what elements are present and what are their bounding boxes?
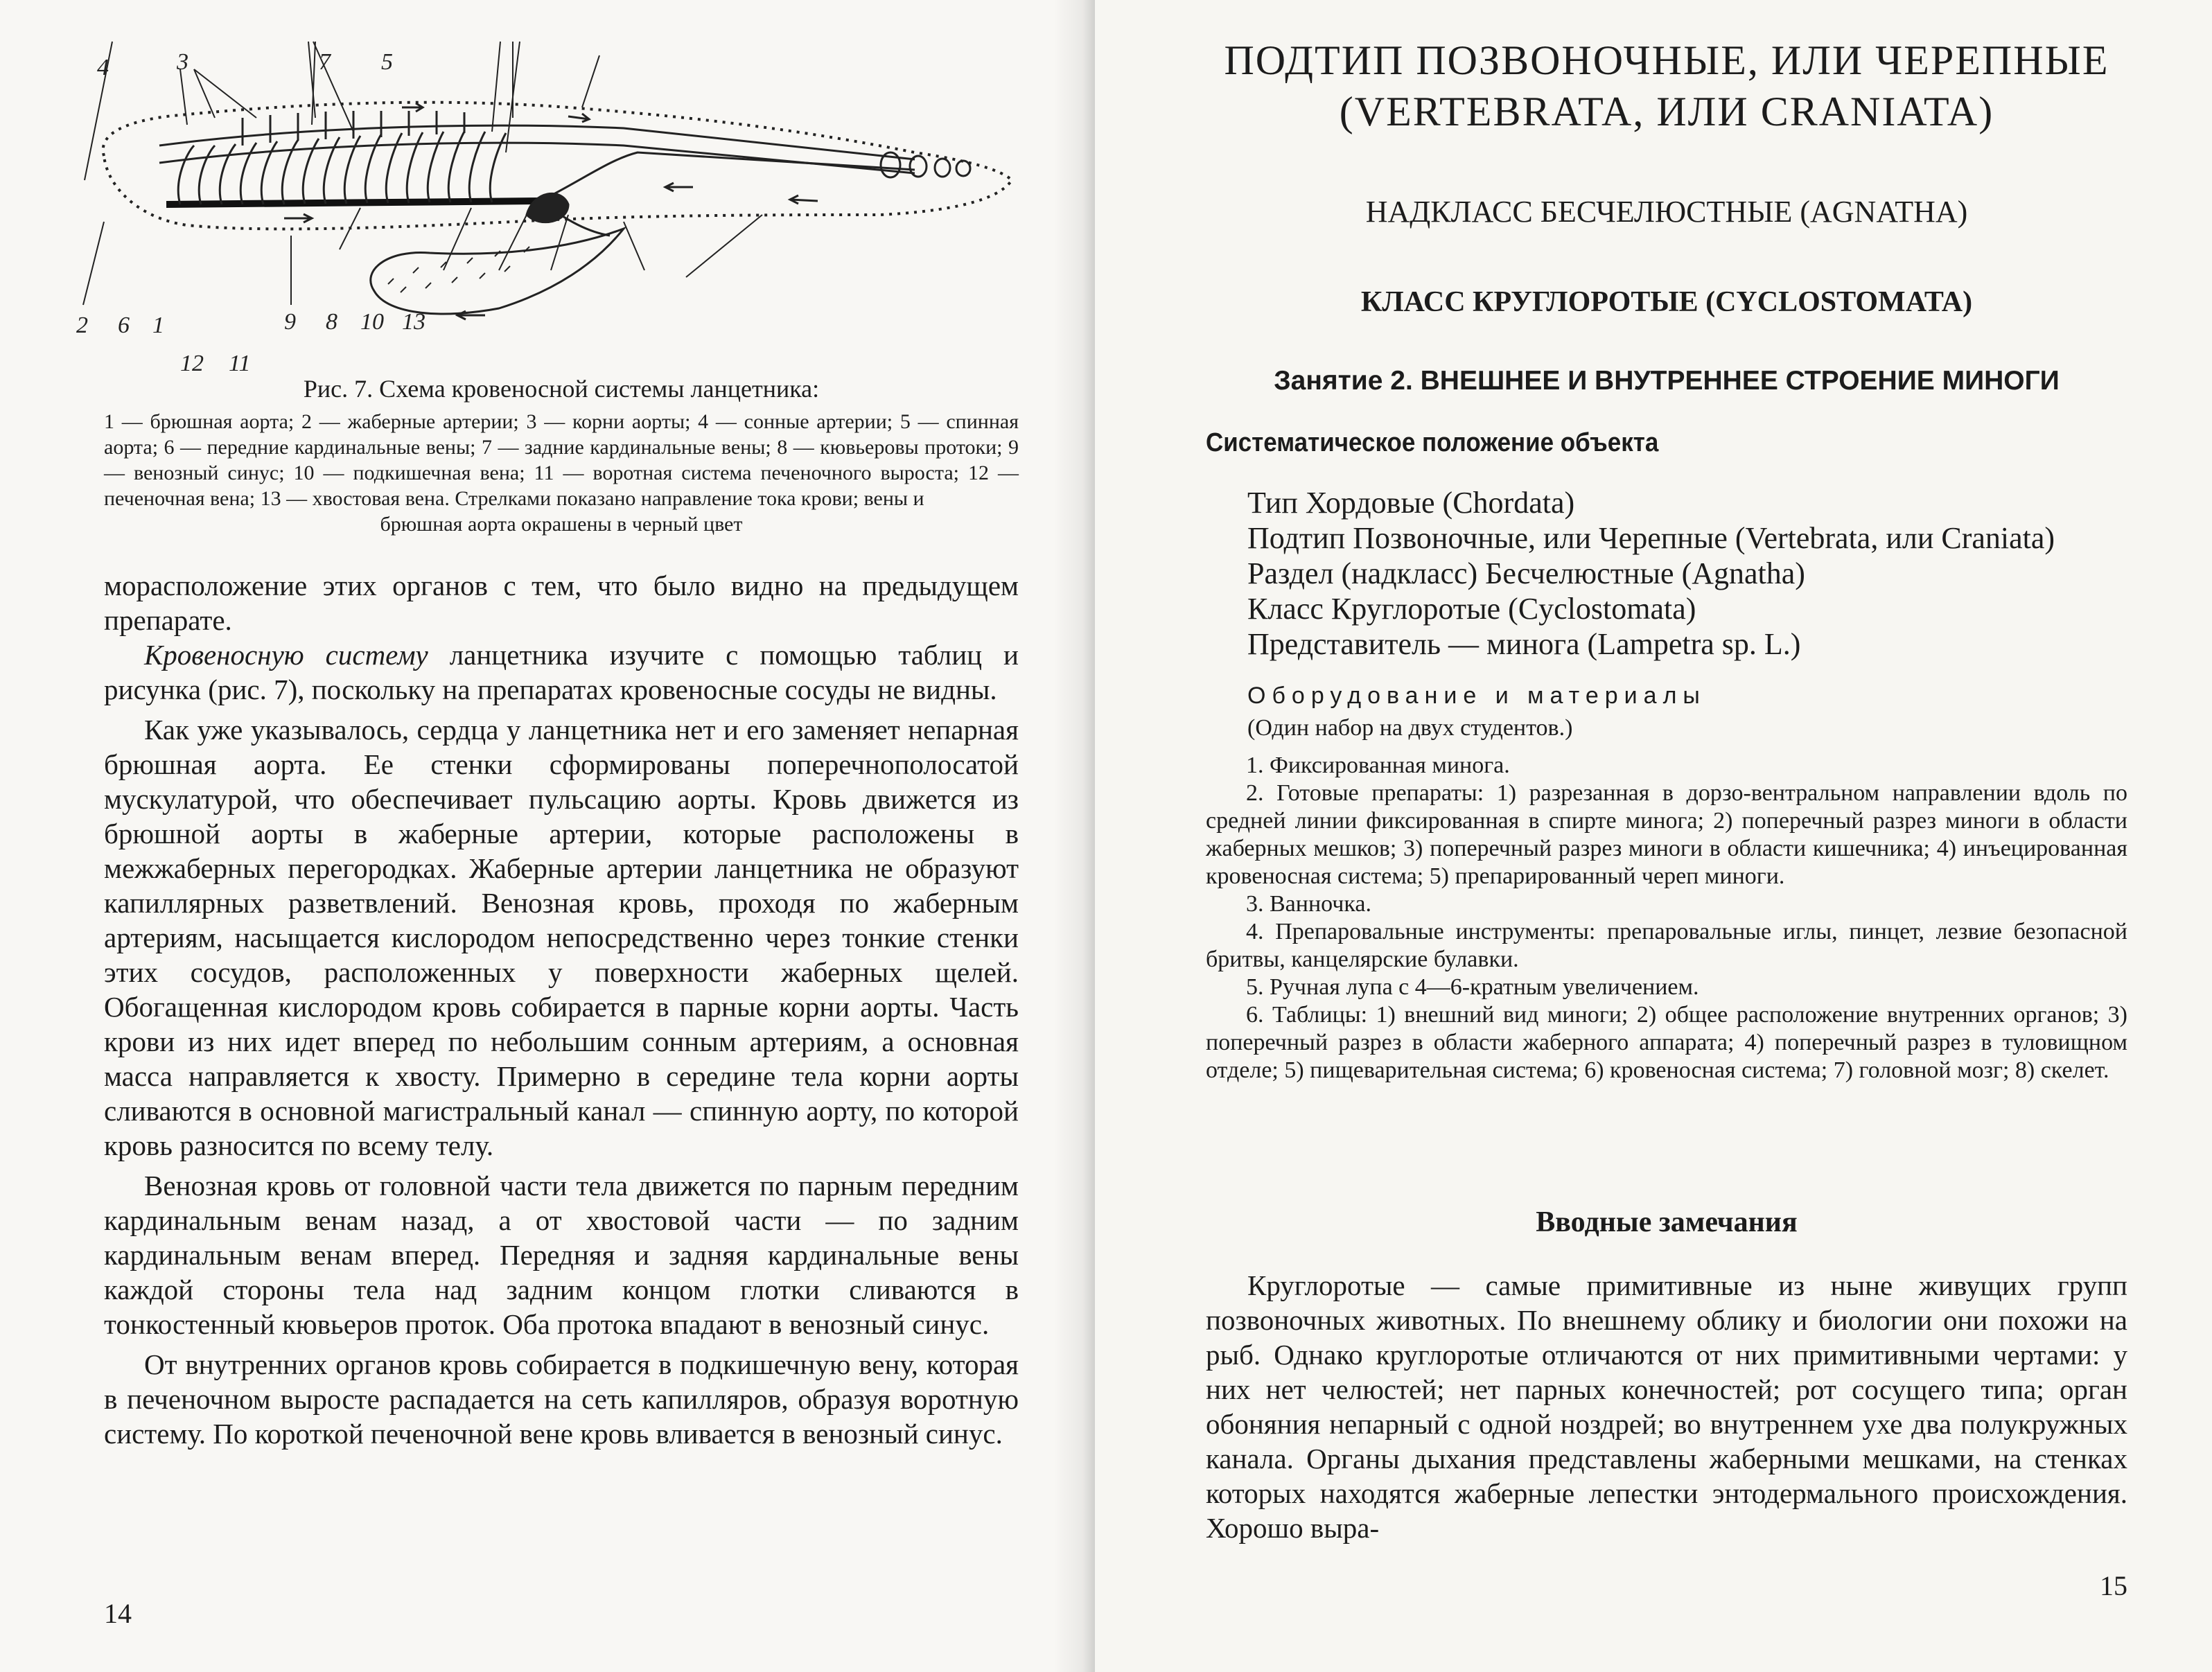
fig-label-5: 5 [381,49,393,75]
equipment-list [1206,752,2127,1084]
hepatic-caecum [371,229,624,314]
paragraph: От внутренних органов кровь собирается в подкишечную вену, которая в печеночном выросте распадается на сеть капилляров, образуя воротную систему. По короткой печеночной вене кровь вливается в венозный синус. [104,1348,1019,1450]
list-item: 6. Таблицы: 1) внешний вид миноги; 2) общее расположение внутренних органов; 3) поперечный разрез в области жаберного аппарата; 4) поперечный разрез в туловищном отделе; 5) пищеварительная система; 6) кровеносная система; 7) головной мозг; 8) скелет. [1206,1002,2127,1083]
page-number: 15 [2100,1570,2127,1601]
paragraph-text: ланцетника изучите с помощью таблиц и рисунка (рис. 7), поскольку на препаратах кровеносные сосуды не видны. [104,639,1019,705]
systematic-list [1247,485,2148,662]
fig-label-4: 4 [97,55,109,80]
paragraph: Как уже указывалось, сердца у ланцетника нет и его заменяет непарная брюшная аорта. Ее стенки сформированы поперечнополосатой мускулатурой, что обеспечивает пульсацию аорты. Кровь движется из брюшной аорты в жаберные артерии, которые расположены в межжаберных перегородках. Жаберные артерии ланцетника не образуют капиллярных разветвлений. Венозная кровь, проходя по жаберным артериям, насыщается кислородом непосредственно через тонкие стенки этих сосудов, расположенных у поверхности жаберных щелей. Обогащенная кислородом кровь собирается в парные корни аорты. Часть крови из них идет вперед по небольшим сонным артериям, а основная масса направляется к хвосту. Примерно в середине тела корни аорты сливаются в основной магистральный канал — спинную аорту, по которой кровь разносится по всему телу. [104,714,1019,1161]
fig-label-12: 12 [180,351,204,376]
paragraph: морасположение этих органов с тем, что было видно на предыдущем препарате. [104,570,1019,636]
list-item: Раздел (надкласс) Бесчелюстные (Agnatha) [1247,556,1805,590]
paragraph [104,637,1019,707]
equipment-heading: Оборудование и материалы [1247,683,1706,709]
paragraph: Венозная кровь от головной части тела движется по парным передним кардинальным венам назад, а от хвостовой части — по задним кардинальным венам вперед. Передняя и задняя кардинальные вены каждой стороны тела над задним концом глотки сливаются в тонкостенный кювьеров проток. Оба протока впадают в венозный синус. [104,1170,1019,1340]
list-item: 5. Ручная лупа с 4—6-кратным увеличением. [1246,974,1699,1000]
fig-label-6: 6 [118,313,130,338]
fig-label-10: 10 [360,309,384,335]
left-page [0,0,1095,1672]
fig-label-3: 3 [177,49,188,75]
systematic-heading: Систематическое положение объекта [1206,428,1659,457]
superclass-heading: НАДКЛАСС БЕСЧЕЛЮСТНЫЕ (AGNATHA) [1365,195,1968,229]
page-number: 14 [104,1598,132,1629]
fig-label-8: 8 [326,309,337,335]
legend-text: 1 — брюшная аорта; 2 — жаберные артерии; 3 — корни аорты; 4 — сонные артерии; 5 — спинная аорта; 6 — передние кардинальные вены; 7 — задние кардинальные вены; 8 — кювьеровы протоки; 9 — венозный синус; 10 — подкишечная вена; 11 — воротная система печеночного выроста; 12 — печеночная вена; 13 — хвостовая вена. Стрелками показано направление тока крови; вены и [104,410,1019,510]
figure-legend [104,409,1019,537]
title-line: ПОДТИП ПОЗВОНОЧНЫЕ, ИЛИ ЧЕРЕПНЫЕ [1224,37,2109,83]
lesson-heading: Занятие 2. ВНЕШНЕЕ И ВНУТРЕННЕЕ СТРОЕНИЕ МИНОГИ [1274,366,2060,396]
fig-label-7: 7 [319,49,331,75]
intro-paragraph: Круглоротые — самые примитивные из ныне живущих групп позвоночных животных. По внешнему облику и биологии они похожи на рыб. Однако круглоротые отличаются от них примитивными чертами: у них нет челюстей; нет парных конечностей; рот сосущего типа; орган обоняния непарный с одной ноздрей; во внутреннем ухе два полукружных канала. Органы дыхания представлены жаберными мешками, на стенках которых находятся жаберные лепестки энтодермального происхождения. Хорошо выра- [1206,1269,2127,1544]
cardinal-veins [541,152,915,201]
fig-label-1: 1 [152,313,164,338]
page-title [1206,35,2127,137]
list-item: Класс Круглоротые (Cyclostomata) [1247,592,1696,626]
fig-label-13: 13 [402,309,425,335]
figure-caption: Рис. 7. Схема кровеносной системы ланцетника: [303,375,820,403]
list-item: Тип Хордовые (Chordata) [1247,486,1575,520]
lancelet-circulatory-diagram [76,42,1026,376]
leader-lines [83,42,762,305]
fig-label-11: 11 [229,351,251,376]
list-item: Подтип Позвоночные, или Черепные (Vertebrata, или Craniata) [1247,521,2055,555]
list-item: 4. Препаровальные инструменты: препаровальные иглы, пинцет, лезвие безопасной бритвы, канцелярские булавки. [1206,919,2127,972]
title-line: (VERTEBRATA, ИЛИ CRANIATA) [1339,89,1994,134]
legend-text-end: брюшная аорта окрашены в черный цвет [380,513,743,536]
left-page-text [104,568,1019,1451]
class-heading: КЛАСС КРУГЛОРОТЫЕ (CYCLOSTOMATA) [1360,286,1973,318]
list-item: 1. Фиксированная минога. [1246,753,1510,778]
equipment-subheading: (Один набор на двух студентов.) [1247,715,1573,741]
fig-label-9: 9 [284,309,296,335]
list-item: Представитель — минога (Lampetra sp. L.) [1247,627,1801,661]
upper-gill-rows [243,111,464,146]
fig-label-2: 2 [76,313,88,338]
emphasis: Кровеносную систему [144,639,428,671]
list-item: 3. Ванночка. [1246,891,1371,917]
list-item: 2. Готовые препараты: 1) разрезанная в дорзо-вентральном направлении вдоль по средней линии фиксированная в спирте минога; 2) поперечный разрез миноги в области жаберных мешков; 3) поперечный разрез миноги в области кишечника; 4) инъецированная кровеносная система; 5) препарированный череп миноги. [1206,780,2127,889]
intro-heading: Вводные замечания [1536,1206,1798,1238]
